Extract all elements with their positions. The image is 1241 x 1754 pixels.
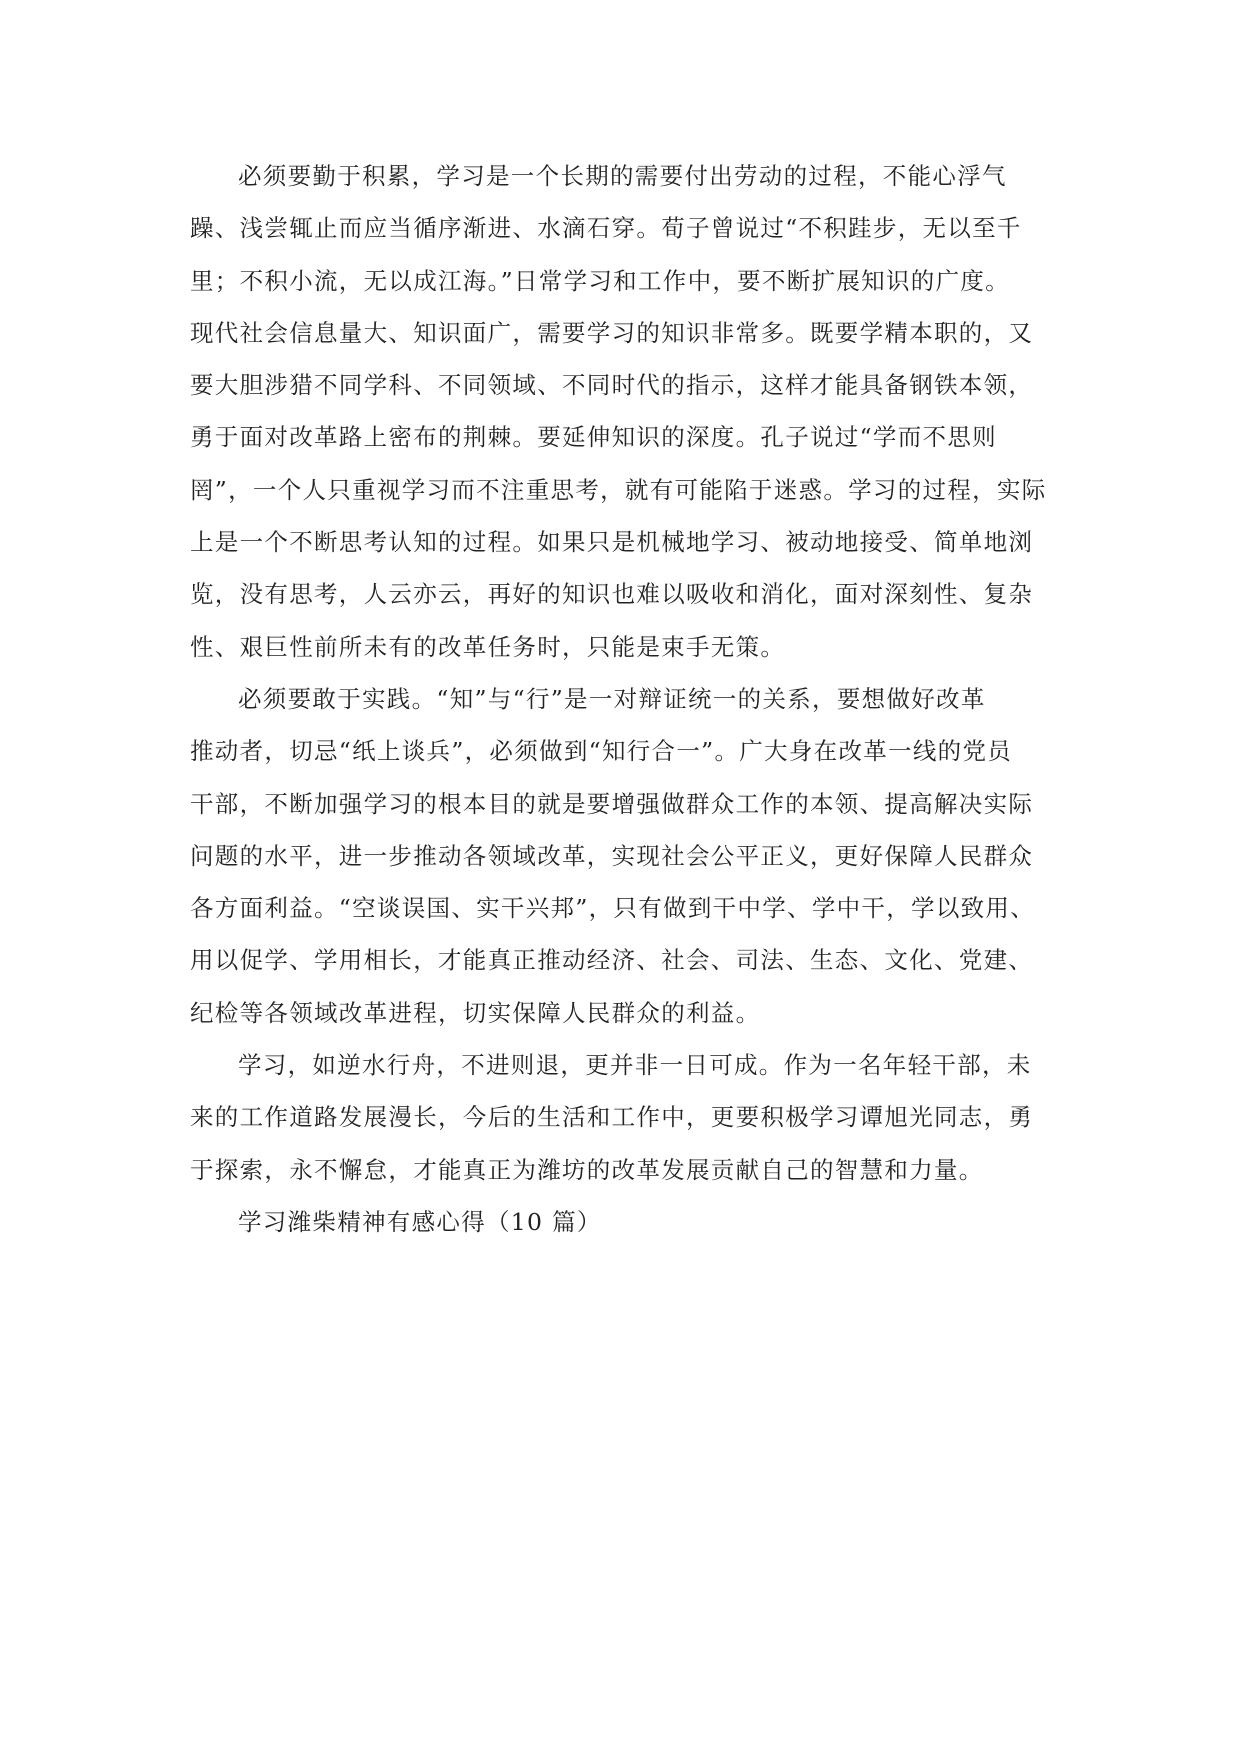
paragraph-1-line-3: 里；不积小流，无以成江海。”日常学习和工作中，要不断扩展知识的广度。 — [190, 266, 1010, 295]
paragraph-1-line-6: 勇于面对改革路上密布的荆棘。要延伸知识的深度。孔子说过“学而不思则 — [190, 423, 997, 452]
paragraph-3-line-2: 来的工作道路发展漫长，今后的生活和工作中，更要积极学习谭旭光同志，勇 — [190, 1103, 1034, 1132]
article-series-title: 学习潍柴精神有感心得（10 篇） — [238, 1207, 602, 1236]
paragraph-1-line-2: 躁、浅尝辄止而应当循序渐进、水滴石穿。荀子曾说过“不积跬步，无以至千 — [190, 214, 1022, 243]
paragraph-2-line-5: 各方面利益。“空谈误国、实干兴邦”，只有做到干中学、学中干，学以致用、 — [190, 894, 1036, 923]
paragraph-1-line-10: 性、艰巨性前所未有的改革任务时，只能是束手无策。 — [190, 632, 786, 661]
paragraph-1-line-7: 罔”，一个人只重视学习而不注重思考，就有可能陷于迷惑。学习的过程，实际 — [190, 475, 1047, 504]
paragraph-2-line-4: 问题的水平，进一步推动各领域改革，实现社会公平正义，更好保障人民群众 — [190, 841, 1034, 870]
paragraph-2-line-7: 纪检等各领域改革进程，切实保障人民群众的利益。 — [190, 998, 761, 1027]
paragraph-1-line-4: 现代社会信息量大、知识面广，需要学习的知识非常多。既要学精本职的，又 — [190, 318, 1034, 347]
paragraph-3-line-3: 于探索，永不懈怠，才能真正为潍坊的改革发展贡献自己的智慧和力量。 — [190, 1155, 984, 1184]
paragraph-1-line-8: 上是一个不断思考认知的过程。如果只是机械地学习、被动地接受、简单地浏 — [190, 528, 1034, 557]
paragraph-3-line-1: 学习，如逆水行舟，不进则退，更并非一日可成。作为一名年轻干部，未 — [238, 1051, 1032, 1080]
paragraph-2-line-6: 用以促学、学用相长，才能真正推动经济、社会、司法、生态、文化、党建、 — [190, 946, 1034, 975]
paragraph-2-line-2: 推动者，切忌“纸上谈兵”，必须做到“知行合一”。广大身在改革一线的党员 — [190, 737, 1013, 766]
paragraph-2-line-3: 干部，不断加强学习的根本目的就是要增强做群众工作的本领、提高解决实际 — [190, 789, 1034, 818]
document-body — [190, 150, 1070, 1248]
paragraph-1-line-9: 览，没有思考，人云亦云，再好的知识也难以吸收和消化，面对深刻性、复杂 — [190, 580, 1034, 609]
paragraph-1-line-5: 要大胆涉猎不同学科、不同领域、不同时代的指示，这样才能具备钢铁本领， — [190, 371, 1034, 400]
paragraph-1-line-1: 必须要勤于积累，学习是一个长期的需要付出劳动的过程，不能心浮气 — [238, 162, 1007, 190]
paragraph-2-line-1: 必须要敢于实践。“知”与“行”是一对辩证统一的关系，要想做好改革 — [238, 684, 986, 713]
